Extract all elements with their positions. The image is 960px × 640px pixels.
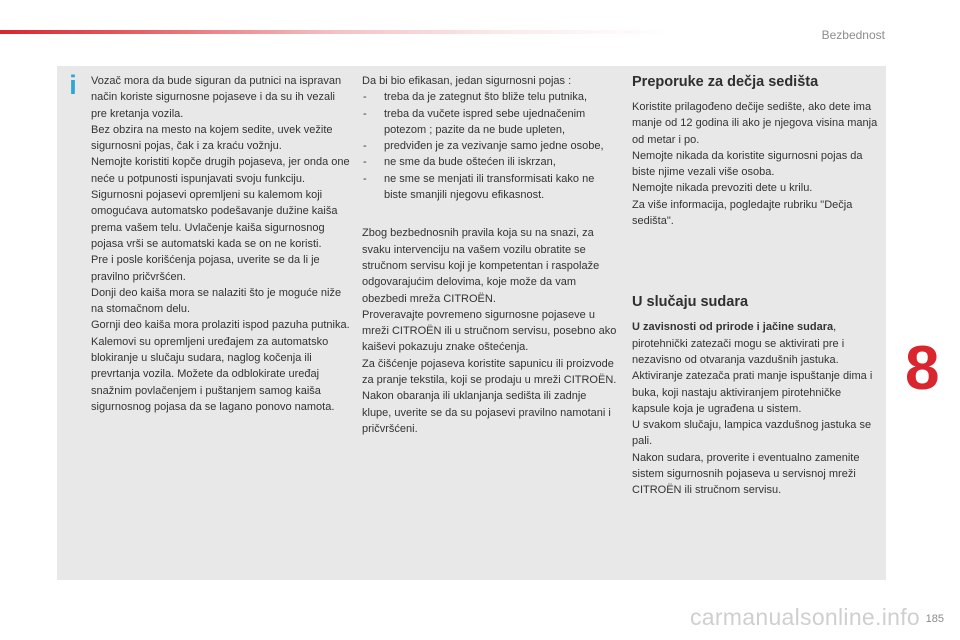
bold-lead-text: U zavisnosti od prirode i jačine sudara: [632, 321, 834, 334]
paragraph: Vozač mora da bude siguran da putnici na ispravan način koriste sigurnosne pojaseve i da su ih vezali pre kretanja vozila.: [91, 75, 342, 120]
list-intro: Da bi bio efikasan, jedan sigurnosni pojas :: [362, 75, 572, 87]
list-item: - ne sme da bude oštećen ili iskrzan,: [362, 154, 618, 170]
info-icon: i: [69, 70, 77, 100]
list-item: - ne sme se menjati ili transformisati kako ne biste smanjili njegovu efikasnost.: [362, 171, 618, 204]
paragraph: Bez obzira na mesto na kojem sedite, uvek vežite sigurnosni pojas, čak i za kraću vožnju.: [91, 123, 333, 153]
paragraph: Zbog bezbednosnih pravila koja su na snazi, za svaku intervenciju na vašem vozilu obratite se stručnom servisu koji je kompetentan i raspolaže odgovarajućim delovima, koje može da vam obezbedi mreža CITROËN.: [362, 227, 600, 305]
paragraph: Za čišćenje pojaseva koristite sapunicu ili proizvode za pranje tekstila, koji se prodaju u mreži CITROËN.: [362, 357, 617, 387]
heading-child-seats: Preporuke za dečja sedišta: [632, 74, 819, 90]
section-title: Bezbednost: [821, 28, 885, 42]
header-accent-bar: [0, 30, 960, 34]
watermark: carmanualsonline.info: [689, 604, 920, 630]
paragraph: Nemojte nikada da koristite sigurnosni pojas da biste njime vezali više osoba.: [632, 149, 863, 179]
list-item: - predviđen je za vezivanje samo jedne osobe,: [362, 138, 618, 154]
paragraph: U svakom slučaju, lampica vazdušnog jastuka se pali.: [632, 419, 872, 448]
paragraph: Donji deo kaiša mora se nalaziti što je moguće niže na stomačnom delu.: [91, 286, 342, 316]
paragraph: Sigurnosni pojasevi opremljeni su kalemom koji omogućava automatsko podešavanje dužine kaiša prema vašem telu. Uvlačenje kaiša sigurnosnog pojasa vrši se automatski kada se on ne koristi.: [91, 189, 338, 250]
list-item: - treba da vučete ispred sebe ujednačenim potezom ; pazite da ne bude upleten,: [362, 106, 618, 139]
paragraph: Nakon sudara, proverite i eventualno zamenite sistem sigurnosnih pojaseva u servisnoj mreži CITROËN ili stručnom servisu.: [632, 451, 860, 497]
paragraph: [632, 319, 880, 368]
seatbelt-requirements-list: [362, 89, 618, 203]
page-number: 185: [925, 613, 944, 625]
list-item: - treba da je zategnut što bliže telu putnika,: [362, 89, 618, 105]
lead-text: , pirotehnički zatezači mogu se aktivirati pre i nezavisno od otvaranja vazdušnih jastuka.: [632, 321, 845, 366]
paragraph: Gornji deo kaiša mora prolaziti ispod pazuha putnika.: [91, 319, 350, 332]
column-middle: [362, 73, 618, 437]
paragraph: Za više informacija, pogledajte rubriku "Dečja sedišta".: [632, 198, 853, 228]
paragraph: Pre i posle korišćenja pojasa, uverite se da li je pravilno pričvršćen.: [91, 254, 320, 283]
paragraph: Nemojte nikada prevoziti dete u krilu.: [632, 182, 813, 195]
paragraph: Nemojte koristiti kopče drugih pojaseva, jer onda one neće u potpunosti ispunjavati svoju funkciju.: [91, 156, 350, 185]
column-left: [91, 73, 351, 415]
column-right: [632, 73, 880, 499]
heading-in-case-of-crash: U slučaju sudara: [632, 294, 749, 311]
paragraph: Koristite prilagođeno dečije sedište, ako dete ima manje od 12 godina ili ako je njegova visina manja od metar i po.: [632, 101, 878, 146]
chapter-number: 8: [905, 334, 940, 403]
paragraph: Proveravajte povremeno sigurnosne pojaseve u mreži CITROËN ili u stručnom servisu, posebno ako kaiševi pokazuju znake oštećenja.: [362, 308, 617, 354]
paragraph: Aktiviranje zatezača prati manje ispuštanje dima i buka, koji nastaju aktiviranjem pirotehničke kapsule koja je ugrađena u sistem.: [632, 370, 873, 415]
paragraph: Kalemovi su opremljeni uređajem za automatsko blokiranje u slučaju sudara, naglog kočenja ili prevrtanja vozila. Možete da odblokirate uređaj snažnim povlačenjem i puštanjem samog kaiša sigurnosnog pojasa da se lagano ponovo namota.: [91, 335, 335, 413]
paragraph: Nakon obaranja ili uklanjanja sedišta ili zadnje klupe, uverite se da su pojasevi pravilno namotani i pričvršćeni.: [362, 390, 611, 435]
